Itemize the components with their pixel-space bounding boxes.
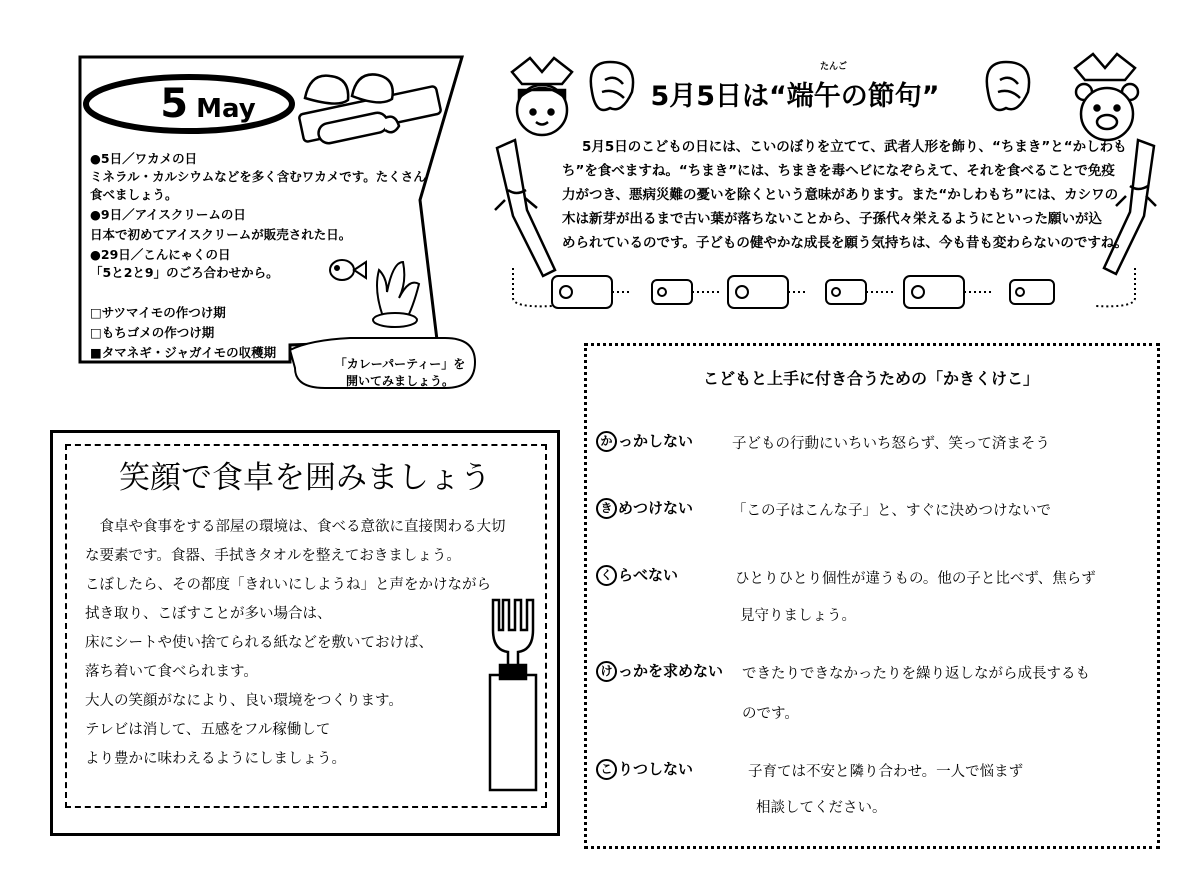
item-text: 子育ては不安と隣り合わせ。一人で悩まず	[748, 764, 1024, 780]
fish-seaweed-icon	[330, 260, 419, 327]
month-name: May	[196, 94, 256, 124]
koinobori-row	[513, 268, 1135, 308]
shokutaku-line: 拭き取り、こぼすことが多い場合は、	[85, 606, 332, 622]
month-title	[118, 82, 298, 126]
shokutaku-line: 落ち着いて食べられます。	[85, 664, 258, 680]
initial-circle: く	[596, 565, 617, 586]
month-number: 5	[160, 81, 189, 127]
initial-circle: か	[596, 431, 617, 452]
tango-ruby: たんご	[820, 62, 848, 72]
item-text: 相談してください。	[756, 800, 887, 816]
calendar-line: ●29日／こんにゃくの日	[90, 247, 231, 262]
item-head: っかしない	[618, 432, 694, 450]
shokutaku-line: こぼしたら、その都度「きれいにしようね」と声をかけながら	[85, 577, 491, 593]
kakikukeko-item-ko	[596, 758, 693, 780]
tango-line: 5月5日のこどもの日には、こいのぼりを立てて、武者人形を飾り、“ちまき”と“かしわも	[582, 139, 1127, 155]
initial-circle: け	[596, 661, 617, 682]
item-head: めつけない	[618, 499, 694, 517]
tango-line: ち”を食べますね。“ちまき”には、ちまきを毒ヘビになぞらえて、それを食べることで免疫	[562, 163, 1115, 179]
kakikukeko-item-ki	[596, 497, 693, 519]
item-text: 「この子はこんな子」と、すぐに決めつけないで	[732, 503, 1051, 519]
chimaki-icon-left	[495, 140, 555, 276]
item-head: りつしない	[618, 760, 694, 778]
calendar-line: 日本で初めてアイスクリームが販売された日。	[90, 227, 352, 242]
bubble-line: 「カレーパーティー」を	[334, 357, 466, 371]
calendar-line: 食べましょう。	[90, 187, 178, 202]
kashiwamochi-icon	[299, 74, 442, 145]
calendar-line: ミネラル・カルシウムなどを多く含むワカメです。たくさん	[90, 169, 426, 184]
bear-samurai-icon	[1075, 54, 1138, 140]
shokutaku-line: 大人の笑顔がなにより、良い環境をつくります。	[85, 693, 403, 709]
tango-line: 力がつき、悪病災難の憂いを除くという意味があります。また“かしわもち”には、カシワの	[562, 187, 1119, 203]
item-head: らべない	[618, 566, 679, 584]
shokutaku-line: 床にシートや使い捨てられる紙などを敷いておけば、	[85, 635, 433, 651]
item-text: のです。	[742, 706, 799, 722]
tango-title: 5月5日は“端午の節句”	[650, 81, 940, 112]
kakikukeko-item-ku	[596, 564, 678, 586]
calendar-line: ●5日／ワカメの日	[90, 151, 198, 166]
calendar-line: ■タマネギ・ジャガイモの収穫期	[90, 345, 277, 360]
tango-line: められているのです。子どもの健やかな成長を願う気持ちは、今も昔も変わらないのですね。	[562, 235, 1128, 251]
item-text: できたりできなかったりを繰り返しながら成長するも	[742, 666, 1090, 682]
shokutaku-title: 笑顔で食卓を囲みましょう	[119, 460, 491, 496]
item-text: ひとりひとり個性が違うもの。他の子と比べず、焦らず	[735, 571, 1096, 587]
calendar-line: □もちゴメの作つけ期	[90, 325, 215, 340]
kashiwamochi-icon-right	[987, 62, 1029, 110]
initial-circle: こ	[596, 759, 617, 780]
bubble-line: 開いてみましょう。	[345, 374, 454, 388]
calendar-line: ●9日／アイスクリームの日	[90, 207, 246, 222]
item-text: 見守りましょう。	[740, 608, 856, 624]
tango-line: 木は新芽が出るまで古い葉が落ちないことから、子孫代々栄えるようにといった願いが込	[562, 211, 1102, 227]
kakikukeko-title: こどもと上手に付き合うための「かきくけこ」	[702, 369, 1039, 388]
shokutaku-line: 食卓や食事をする部屋の環境は、食べる意欲に直接関わる大切	[85, 519, 506, 535]
kakikukeko-item-ka	[596, 430, 693, 452]
calendar-line: 「5と2と9」のごろ合わせから。	[90, 265, 279, 280]
item-head: っかを求めない	[618, 662, 724, 680]
kakikukeko-item-ke	[596, 660, 723, 682]
shokutaku-line: な要素です。食器、手拭きタオルを整えておきましょう。	[85, 548, 461, 564]
shokutaku-line: テレビは消して、五感をフル稼働して	[85, 722, 331, 738]
item-text: 子どもの行動にいちいち怒らず、笑って済まそう	[732, 436, 1050, 452]
speech-bubble-text	[330, 356, 470, 390]
initial-circle: き	[596, 498, 617, 519]
shokutaku-line: より豊かに味わえるようにしましょう。	[85, 751, 346, 767]
calendar-line: □サツマイモの作つけ期	[90, 305, 226, 320]
boy-samurai-icon	[512, 58, 572, 135]
